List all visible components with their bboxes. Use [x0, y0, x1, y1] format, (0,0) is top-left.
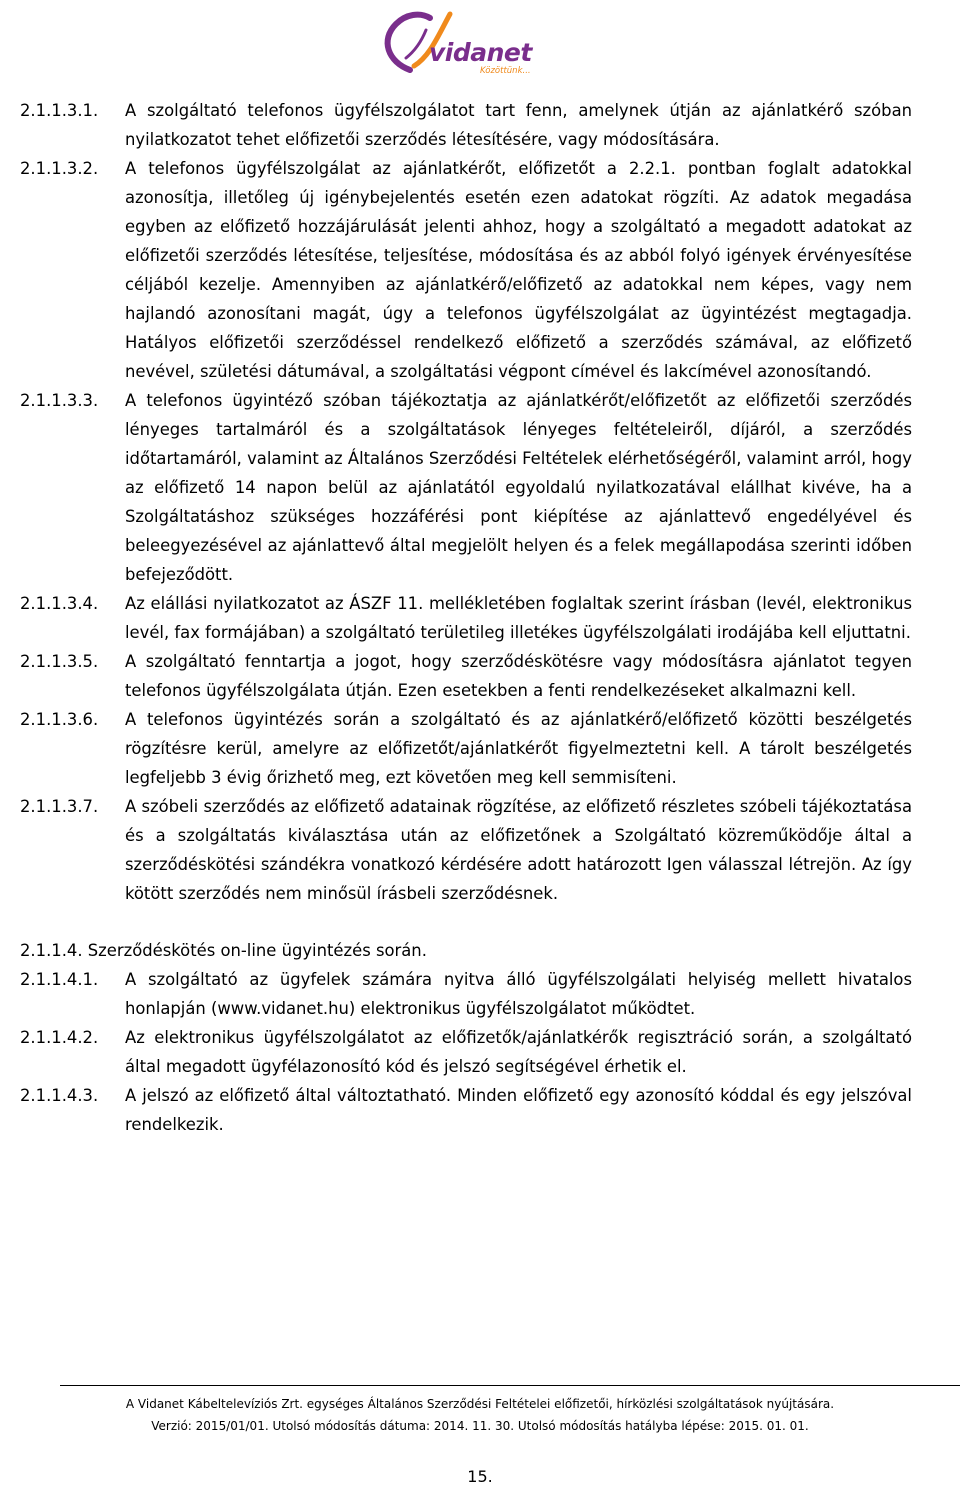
section-heading: 2.1.1.4. Szerződéskötés on-line ügyintézés során.: [20, 941, 427, 960]
section-number: 2.1.1.3.3.: [20, 391, 99, 410]
section-item: [20, 1023, 912, 1081]
section-text: A telefonos ügyintézés során a szolgáltató és az ajánlatkérő/előfizető közötti beszélgetés rögzítésre kerül, amelyre az előfizetőt/ajánlatkérőt figyelmeztetni kell. A tárolt beszélgetés legfeljebb 3 évig őrizhető meg, ezt követően meg kell semmisíteni.: [125, 710, 912, 787]
section-spacer: [20, 908, 912, 936]
section-number: 2.1.1.3.4.: [20, 594, 99, 613]
logo-wordmark: vidanet: [429, 38, 532, 67]
section-text: A telefonos ügyintéző szóban tájékoztatja az ajánlatkérőt/előfizetőt az előfizetői szerződés lényeges tartalmáról és a szolgáltatások lényeges feltételeiről, díjáról, a szerződés időtartamáról, valamint az Általános Szerződési Feltételek elérhetőségéről, valamint arról, hogy az előfizető 14 napon belül az ajánlatától egyoldalú nyilatkozatával elállhat kivéve, ha a Szolgáltatáshoz szükséges hozzáférési pont kiépítése az ajánlattevő engedélyével és beleegyezésével az ajánlattevő által megjelölt helyen és a felek megállapodása szerinti időben befejeződött.: [125, 391, 912, 584]
section-number: 2.1.1.3.5.: [20, 652, 99, 671]
section-number: 2.1.1.3.7.: [20, 797, 99, 816]
section-item: [20, 589, 912, 647]
section-number: 2.1.1.3.1.: [20, 101, 99, 120]
section-text: A telefonos ügyfélszolgálat az ajánlatkérőt, előfizetőt a 2.2.1. pontban foglalt adatokkal azonosítja, illetőleg új igénybejelentés esetén ezen adatokat rögzíti. Az adatok megadása egyben az előfizető hozzájárulását jelenti ahhoz, hogy a szolgáltató a megadott adatokat az előfizetői szerződés létesítése, teljesítése, módosítása és az abból folyó igények érvényesítése céljából kezelje. Amennyiben az ajánlatkérő/előfizető az adatokkal nem képes, vagy nem hajlandó azonosítani magát, úgy a telefonos ügyfélszolgálat az ügyintézést megtagadja. Hatályos előfizetői szerződéssel rendelkező előfizető a szerződés számával, az előfizető nevével, születési dátumával, a szolgáltatási végpont címével és lakcímével azonosítandó.: [125, 159, 912, 381]
section-item: [20, 1081, 912, 1139]
section-text: A szolgáltató fenntartja a jogot, hogy szerződéskötésre vagy módosításra ajánlatot tegyen telefonos ügyfélszolgálata útján. Ezen esetekben a fenti rendelkezéseket alkalmazni kell.: [125, 652, 912, 700]
section-text: Az elállási nyilatkozatot az ÁSZF 11. mellékletében foglaltak szerint írásban (levél, elektronikus levél, fax formájában) a szolgáltató területileg illetékes ügyfélszolgálati irodájába kell eljuttatni.: [125, 594, 912, 642]
section-text: A szolgáltató telefonos ügyfélszolgálatot tart fenn, amelynek útján az ajánlatkérő szóban nyilatkozatot tehet előfizetői szerződés létesítésére, vagy módosítására.: [125, 101, 912, 149]
section-item: [20, 792, 912, 908]
section-item: [20, 647, 912, 705]
section-number: 2.1.1.3.2.: [20, 159, 99, 178]
section-number: 2.1.1.4.2.: [20, 1028, 99, 1047]
section-text: A szolgáltató az ügyfelek számára nyitva álló ügyfélszolgálati helyiség mellett hivatalos honlapján (www.vidanet.hu) elektronikus ügyfélszolgálatot működtet.: [125, 970, 912, 1018]
section-item: [20, 705, 912, 792]
section-text: A jelszó az előfizető által változtatható. Minden előfizető egy azonosító kóddal és egy jelszóval rendelkezik.: [125, 1086, 912, 1134]
section-number: 2.1.1.4.3.: [20, 1086, 99, 1105]
vidanet-logo: [360, 0, 550, 86]
document-body: [20, 96, 912, 1139]
section-number: 2.1.1.4.1.: [20, 970, 99, 989]
section-item: [20, 96, 912, 154]
section-text: Az elektronikus ügyfélszolgálatot az előfizetők/ajánlatkérők regisztráció során, a szolgáltató által megadott ügyfélazonosító kód és jelszó segítségével érhetik el.: [125, 1028, 912, 1076]
section-text: A szóbeli szerződés az előfizető adatainak rögzítése, az előfizető részletes szóbeli tájékoztatása és a szolgáltatás kiválasztása után az előfizetőnek a Szolgáltató közreműködője által a szerződéskötési szándékra vonatkozó kérdésére adott határozott Igen válasszal létrejön. Az így kötött szerződés nem minősül írásbeli szerződésnek.: [125, 797, 912, 903]
footer-version: Verzió: 2015/01/01. Utolsó módosítás dátuma: 2014. 11. 30. Utolsó módosítás hatályba lépése: 2015. 01. 01.: [151, 1419, 809, 1433]
section-number: 2.1.1.3.6.: [20, 710, 99, 729]
section-item: [20, 965, 912, 1023]
logo-tagline: Közöttünk...: [480, 66, 531, 76]
section-item: [20, 386, 912, 589]
footer-title: A Vidanet Kábeltelevíziós Zrt. egységes Általános Szerződési Feltételei előfizetői, hírközlési szolgáltatások nyújtására.: [125, 1397, 835, 1411]
section-item: [20, 154, 912, 386]
page-number: 15.: [467, 1467, 493, 1486]
footer-divider: [60, 1385, 960, 1386]
